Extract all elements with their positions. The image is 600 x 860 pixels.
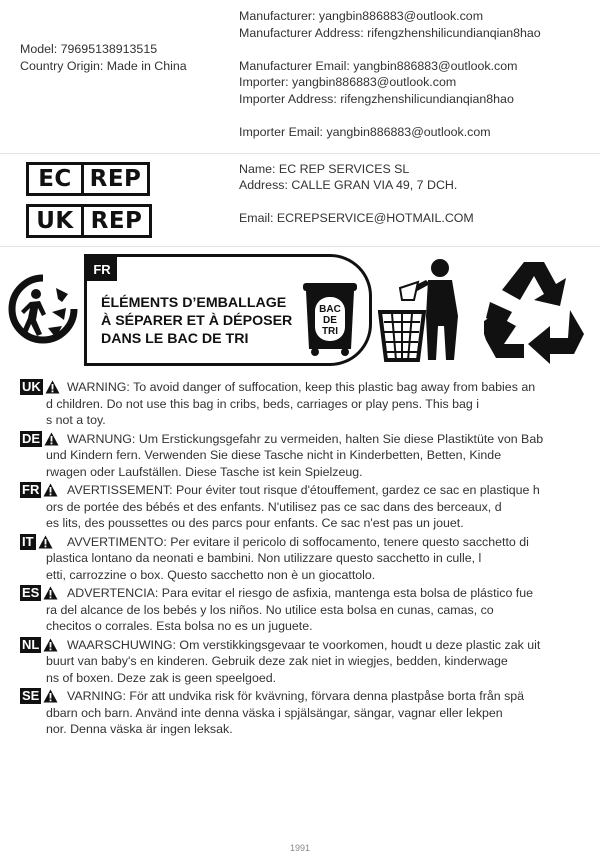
bin-text-3: TRI: [321, 326, 339, 337]
warning-line: nor. Denna väska är ingen leksak.: [46, 722, 233, 737]
importer-address: Importer Address: rifengzhenshilicundianqian8hao: [239, 92, 514, 106]
divider: [0, 246, 600, 247]
bin-text-2: DE: [323, 315, 337, 326]
rep-email: Email: ECREPSERVICE@HOTMAIL.COM: [239, 211, 474, 225]
warning-line: dbarn och barn. Använd inte denna väska i spjälsängar, sängar, vagnar eller lekpen: [46, 705, 503, 720]
warning-triangle-icon: [43, 689, 58, 703]
warning-line: ADVERTENCIA: Para evitar el riesgo de asfixia, mantenga esta bolsa de plástico fue: [67, 586, 534, 600]
warning-line: WARNUNG: Um Erstickungsgefahr zu vermeiden, halten Sie diese Plastiktüte von Bab: [67, 431, 544, 446]
divider: [0, 153, 600, 154]
model-number: Model: 79695138913515: [20, 42, 158, 56]
warning-triangle-icon: [38, 535, 53, 549]
manufacturer: Manufacturer: yangbin886883@outlook.com: [239, 9, 484, 23]
uk-rep-logo: [26, 204, 152, 238]
language-badge: IT: [22, 533, 34, 549]
footer-number: 1991: [289, 843, 311, 853]
warning-line: d children. Do not use this bag in cribs, beds, carriages or play pens. This bag i: [46, 396, 479, 411]
warning-line: es lits, des poussettes ou des parcs pour enfants. Ce sac n'est pas un jouet.: [46, 516, 464, 531]
uk-rep-code: UK: [29, 207, 84, 235]
triman-line-2: À SÉPARER ET À DÉPOSER: [101, 313, 293, 329]
warning-triangle-icon: [45, 380, 60, 394]
triman-banner: [84, 254, 372, 366]
recycle-icon: [484, 254, 596, 364]
language-badge: NL: [22, 636, 40, 652]
warning-line: WAARSCHUWING: Om verstikkingsgevaar te voorkomen, houdt u deze plastic zak uit: [67, 637, 541, 652]
rep-address: Address: CALLE GRAN VIA 49, 7 DCH.: [239, 178, 458, 192]
language-badge: DE: [22, 430, 41, 446]
importer-email: Importer Email: yangbin886883@outlook.com: [239, 125, 491, 139]
warning-triangle-icon: [43, 586, 58, 600]
language-badge: FR: [22, 482, 40, 497]
warning-line: AVERTISSEMENT: Pour éviter tout risque d'étouffement, gardez ce sac en plastique h: [67, 483, 540, 497]
warning-line: ors de portée des bébés et des enfants. N'utilisez pas ce sac dans des berceaux, d: [46, 499, 502, 514]
triman-icon: [6, 272, 80, 346]
warning-line: etti, carrozzine o box. Questo sacchetto non è un giocattolo.: [46, 567, 376, 582]
warning-triangle-icon: [43, 638, 58, 652]
ec-rep-label: REP: [89, 166, 142, 192]
uk-rep-label: REP: [90, 208, 143, 234]
warning-triangle-icon: [44, 432, 59, 446]
ec-rep-logo: [26, 162, 150, 196]
warning-line: s not a toy.: [46, 413, 106, 428]
bin-text-1: BAC: [319, 304, 341, 315]
rep-name: Name: EC REP SERVICES SL: [239, 162, 410, 176]
warning-line: VARNING: För att undvika risk för kvävning, förvara denna plastpåse borta från spä: [67, 689, 525, 703]
triman-line-1: ÉLÉMENTS D’EMBALLAGE: [101, 295, 287, 311]
warning-line: WARNING: To avoid danger of suffocation, keep this plastic bag away from babies an: [67, 380, 536, 394]
triman-line-3: DANS LE BAC DE TRI: [101, 331, 249, 347]
manufacturer-address: Manufacturer Address: rifengzhenshilicundianqian8hao: [239, 26, 541, 40]
language-badge: SE: [22, 688, 40, 703]
warning-line: rwagen oder Laufställen. Diese Tasche ist kein Spielzeug.: [46, 464, 363, 479]
warning-line: plastica lontano da neonati e bambini. Non utilizzare questo sacchetto in culle, l: [46, 551, 482, 566]
triman-lang-badge: FR: [87, 257, 117, 281]
country-origin: Country Origin: Made in China: [20, 59, 187, 73]
warning-line: buurt van baby's en kinderen. Gebruik deze zak niet in wiegjes, bedden, kinderwage: [46, 654, 508, 669]
warning-line: ns of boxen. Deze zak is geen speelgoed.: [46, 670, 277, 685]
warning-triangle-icon: [43, 483, 58, 497]
warning-line: AVVERTIMENTO: Per evitare il pericolo di soffocamento, tenere questo sacchetto di: [67, 534, 529, 549]
manufacturer-email: Manufacturer Email: yangbin886883@outlook.com: [239, 59, 518, 73]
importer: Importer: yangbin886883@outlook.com: [239, 75, 457, 89]
warning-line: ra del alcance de los bebés y los niños. No utilice esta bolsa en cunas, camas, co: [46, 602, 494, 617]
tidyman-icon: [378, 256, 474, 364]
warning-line: checitos o corrales. Esta bolsa no es un juguete.: [46, 619, 313, 634]
language-badge: UK: [22, 379, 41, 394]
warning-line: und Kindern fern. Verwenden Sie diese Tasche nicht in Kinderbetten, Betten, Kinde: [46, 448, 502, 463]
ec-rep-code: EC: [29, 165, 84, 193]
language-badge: ES: [22, 585, 40, 600]
sorting-bin-icon: [299, 279, 361, 357]
